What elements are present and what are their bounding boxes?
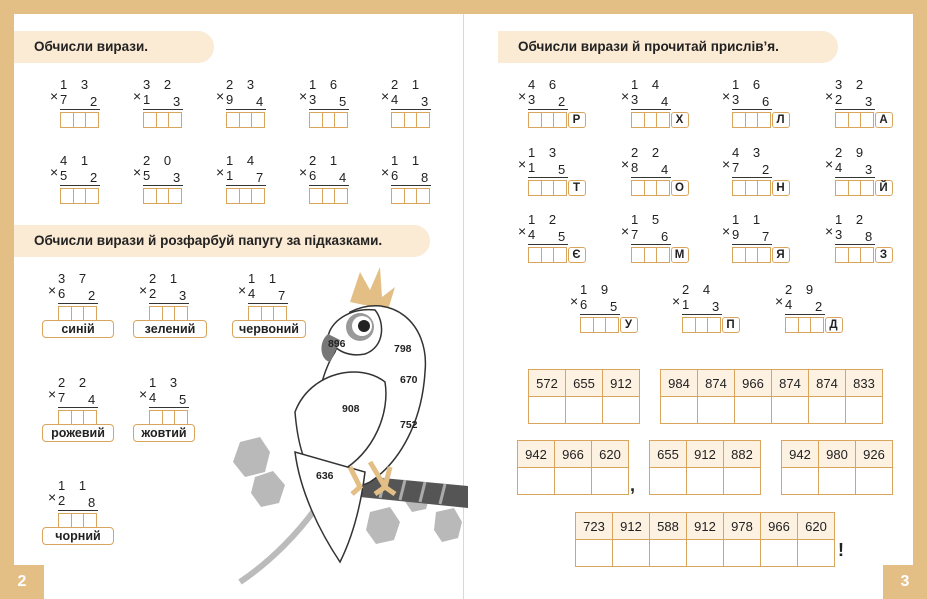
multiplicand: 2 3 9 xyxy=(226,77,260,107)
table-letter-cell[interactable] xyxy=(698,397,735,424)
letter-badge: Й xyxy=(875,180,893,196)
multiplicand: 1 3 7 xyxy=(60,77,94,107)
multiplier: 2 xyxy=(90,170,98,185)
multiplication-expression xyxy=(216,77,276,140)
underline xyxy=(835,177,875,178)
multiplier: 2 xyxy=(762,162,770,177)
letter-badge: Х xyxy=(671,112,689,128)
multiplication-expression xyxy=(50,77,110,140)
table-number-cell: 874 xyxy=(772,370,809,397)
comma: , xyxy=(630,475,636,495)
multiplier: 8 xyxy=(88,495,96,510)
multiplier: 4 xyxy=(661,94,669,109)
multiplicand: 1 6 3 xyxy=(309,77,343,107)
times-sign: × xyxy=(48,282,57,298)
times-sign: × xyxy=(518,156,527,172)
parrot-region-number: 670 xyxy=(400,374,418,386)
multiplication-expression xyxy=(621,77,684,140)
multiplier: 2 xyxy=(90,94,98,109)
table-number-cell: 966 xyxy=(555,441,592,468)
multiplier: 3 xyxy=(865,94,873,109)
multiplication-expression xyxy=(775,282,838,345)
table-letter-cell[interactable] xyxy=(856,468,893,495)
times-sign: × xyxy=(825,223,834,239)
answer-boxes[interactable] xyxy=(835,180,891,196)
table-letter-cell[interactable] xyxy=(566,397,603,424)
table-letter-cell[interactable] xyxy=(782,468,819,495)
table-number-cell: 723 xyxy=(576,513,613,540)
multiplier: 4 xyxy=(661,162,669,177)
parrot-illustration xyxy=(200,262,470,592)
underline xyxy=(785,314,825,315)
times-sign: × xyxy=(722,156,731,172)
times-sign: × xyxy=(133,164,142,180)
multiplication-expression xyxy=(722,145,785,208)
multiplier: 2 xyxy=(558,94,566,109)
table-letter-cell[interactable] xyxy=(518,468,555,495)
multiplicand: 4 3 7 xyxy=(732,145,766,175)
times-sign: × xyxy=(621,223,630,239)
proverb-word-table xyxy=(649,440,761,495)
letter-badge: М xyxy=(671,247,689,263)
table-number-cell: 966 xyxy=(761,513,798,540)
multiplicand: 4 1 5 xyxy=(60,153,94,183)
answer-boxes[interactable] xyxy=(60,188,98,204)
times-sign: × xyxy=(216,164,225,180)
times-sign: × xyxy=(381,88,390,104)
exclamation: ! xyxy=(838,540,844,560)
multiplier: 8 xyxy=(865,229,873,244)
underline xyxy=(732,177,772,178)
letter-badge: Л xyxy=(772,112,790,128)
times-sign: × xyxy=(299,164,308,180)
multiplication-expression xyxy=(299,153,359,216)
table-letter-cell[interactable] xyxy=(603,397,640,424)
multiplicand: 1 2 3 xyxy=(835,212,869,242)
multiplicand: 1 1 2 xyxy=(58,478,92,508)
answer-boxes[interactable] xyxy=(732,180,788,196)
task2-title: Обчисли вирази й розфарбуй папугу за підказками. xyxy=(14,225,430,257)
table-number-cell: 966 xyxy=(735,370,772,397)
table-letter-cell[interactable] xyxy=(592,468,629,495)
table-letter-cell[interactable] xyxy=(576,540,613,567)
multiplicand: 1 1 4 xyxy=(248,271,282,301)
times-sign: × xyxy=(139,386,148,402)
multiplicand: 2 2 7 xyxy=(58,375,92,405)
multiplicand: 2 1 2 xyxy=(149,271,183,301)
parrot-region-number: 636 xyxy=(316,470,334,482)
color-label: червоний xyxy=(232,320,306,338)
multiplication-expression xyxy=(50,153,110,216)
times-sign: × xyxy=(139,282,148,298)
page-number-left: 2 xyxy=(0,565,44,599)
answer-boxes[interactable] xyxy=(226,188,264,204)
table-letter-cell[interactable] xyxy=(735,397,772,424)
multiplier: 3 xyxy=(865,162,873,177)
answer-boxes[interactable] xyxy=(732,247,788,263)
underline xyxy=(58,407,98,408)
multiplier: 4 xyxy=(88,392,96,407)
times-sign: × xyxy=(238,282,247,298)
answer-boxes[interactable] xyxy=(785,317,841,333)
table-number-cell: 655 xyxy=(650,441,687,468)
underline xyxy=(580,314,620,315)
underline xyxy=(631,244,671,245)
table-letter-cell[interactable] xyxy=(555,468,592,495)
letter-badge: Д xyxy=(825,317,843,333)
times-sign: × xyxy=(518,88,527,104)
multiplicand: 2 0 5 xyxy=(143,153,177,183)
underline xyxy=(528,109,568,110)
multiplier: 4 xyxy=(339,170,347,185)
multiplier: 5 xyxy=(558,229,566,244)
underline xyxy=(835,109,875,110)
task1-title: Обчисли вирази. xyxy=(14,31,214,63)
underline xyxy=(149,303,189,304)
multiplier: 3 xyxy=(173,94,181,109)
multiplier: 6 xyxy=(762,94,770,109)
multiplier: 4 xyxy=(256,94,264,109)
multiplicand: 3 2 1 xyxy=(143,77,177,107)
underline xyxy=(60,109,100,110)
color-label: зелений xyxy=(133,320,207,338)
multiplier: 2 xyxy=(88,288,96,303)
proverb-word-table xyxy=(575,512,835,567)
multiplier: 6 xyxy=(661,229,669,244)
table-number-cell: 588 xyxy=(650,513,687,540)
table-number-cell: 984 xyxy=(661,370,698,397)
answer-boxes[interactable] xyxy=(143,188,181,204)
times-sign: × xyxy=(48,386,57,402)
underline xyxy=(309,185,349,186)
times-sign: × xyxy=(48,489,57,505)
times-sign: × xyxy=(381,164,390,180)
letter-badge: З xyxy=(875,247,893,263)
multiplication-expression xyxy=(825,145,888,208)
answer-boxes[interactable] xyxy=(528,112,584,128)
multiplicand: 1 6 3 xyxy=(732,77,766,107)
multiplier: 2 xyxy=(815,299,823,314)
times-sign: × xyxy=(50,88,59,104)
table-number-cell: 572 xyxy=(529,370,566,397)
proverb-word-table xyxy=(528,369,640,424)
table-number-cell: 942 xyxy=(782,441,819,468)
letter-badge: Я xyxy=(772,247,790,263)
answer-boxes[interactable] xyxy=(732,112,788,128)
multiplier: 7 xyxy=(256,170,264,185)
table-letter-cell[interactable] xyxy=(809,397,846,424)
table-number-cell: 926 xyxy=(856,441,893,468)
table-letter-cell[interactable] xyxy=(650,468,687,495)
multiplication-expression xyxy=(825,77,888,140)
table-letter-cell[interactable] xyxy=(761,540,798,567)
table-letter-cell[interactable] xyxy=(661,397,698,424)
multiplicand: 2 1 6 xyxy=(309,153,343,183)
times-sign: × xyxy=(775,293,784,309)
underline xyxy=(60,185,100,186)
times-sign: × xyxy=(722,88,731,104)
multiplicand: 2 2 8 xyxy=(631,145,665,175)
times-sign: × xyxy=(621,88,630,104)
color-label: жовтий xyxy=(133,424,195,442)
underline xyxy=(528,177,568,178)
underline xyxy=(309,109,349,110)
table-letter-cell[interactable] xyxy=(846,397,883,424)
letter-badge: Т xyxy=(568,180,586,196)
multiplication-expression xyxy=(381,77,441,140)
color-label: синій xyxy=(42,320,114,338)
multiplier: 5 xyxy=(339,94,347,109)
table-letter-cell[interactable] xyxy=(724,540,761,567)
times-sign: × xyxy=(570,293,579,309)
underline xyxy=(58,303,98,304)
letter-badge: О xyxy=(671,180,689,196)
multiplicand: 3 7 6 xyxy=(58,271,92,301)
underline xyxy=(682,314,722,315)
multiplicand: 1 5 7 xyxy=(631,212,665,242)
answer-boxes[interactable] xyxy=(631,180,687,196)
table-letter-cell[interactable] xyxy=(724,468,761,495)
underline xyxy=(631,109,671,110)
proverb-word-table xyxy=(517,440,629,495)
multiplication-expression xyxy=(518,145,581,208)
table-letter-cell[interactable] xyxy=(819,468,856,495)
multiplicand: 2 9 4 xyxy=(785,282,819,312)
answer-boxes[interactable] xyxy=(391,188,429,204)
multiplication-expression xyxy=(722,77,785,140)
underline xyxy=(391,185,431,186)
multiplier: 5 xyxy=(610,299,618,314)
table-number-cell: 980 xyxy=(819,441,856,468)
multiplier: 3 xyxy=(173,170,181,185)
multiplication-expression xyxy=(133,77,193,140)
multiplicand: 1 9 6 xyxy=(580,282,614,312)
times-sign: × xyxy=(825,156,834,172)
answer-boxes[interactable] xyxy=(528,247,584,263)
answer-boxes[interactable] xyxy=(835,112,891,128)
multiplicand: 1 1 6 xyxy=(391,153,425,183)
multiplicand: 3 2 2 xyxy=(835,77,869,107)
multiplication-expression xyxy=(299,77,359,140)
multiplier: 3 xyxy=(712,299,720,314)
multiplication-expression xyxy=(825,212,888,275)
multiplication-expression xyxy=(672,282,735,345)
multiplicand: 1 4 3 xyxy=(631,77,665,107)
multiplication-expression xyxy=(722,212,785,275)
answer-boxes[interactable] xyxy=(631,247,687,263)
underline xyxy=(528,244,568,245)
multiplication-expression xyxy=(216,153,276,216)
table-number-cell: 620 xyxy=(798,513,835,540)
underline xyxy=(143,185,183,186)
letter-badge: Є xyxy=(568,247,586,263)
multiplicand: 1 3 1 xyxy=(528,145,562,175)
underline xyxy=(226,109,266,110)
underline xyxy=(58,510,98,511)
multiplicand: 1 3 4 xyxy=(149,375,183,405)
letter-badge: У xyxy=(620,317,638,333)
times-sign: × xyxy=(216,88,225,104)
table-letter-cell[interactable] xyxy=(650,540,687,567)
answer-boxes[interactable] xyxy=(580,317,636,333)
letter-badge: Н xyxy=(772,180,790,196)
table-number-cell: 874 xyxy=(698,370,735,397)
multiplier: 7 xyxy=(278,288,286,303)
multiplier: 5 xyxy=(179,392,187,407)
multiplicand: 2 9 4 xyxy=(835,145,869,175)
answer-boxes[interactable] xyxy=(391,112,429,128)
multiplier: 8 xyxy=(421,170,429,185)
underline xyxy=(732,109,772,110)
multiplication-expression xyxy=(570,282,633,345)
table-letter-cell[interactable] xyxy=(529,397,566,424)
times-sign: × xyxy=(133,88,142,104)
task3-title: Обчисли вирази й прочитай прислів’я. xyxy=(498,31,838,63)
table-letter-cell[interactable] xyxy=(613,540,650,567)
multiplier: 7 xyxy=(762,229,770,244)
table-number-cell: 912 xyxy=(687,441,724,468)
table-number-cell: 833 xyxy=(846,370,883,397)
multiplication-expression xyxy=(381,153,441,216)
multiplicand: 1 4 1 xyxy=(226,153,260,183)
answer-boxes[interactable] xyxy=(682,317,738,333)
multiplicand: 1 1 9 xyxy=(732,212,766,242)
multiplication-expression xyxy=(133,153,193,216)
proverb-word-table xyxy=(660,369,883,424)
times-sign: × xyxy=(672,293,681,309)
multiplicand: 2 4 1 xyxy=(682,282,716,312)
letter-badge: П xyxy=(722,317,740,333)
times-sign: × xyxy=(825,88,834,104)
multiplication-expression xyxy=(518,212,581,275)
multiplier: 3 xyxy=(421,94,429,109)
times-sign: × xyxy=(50,164,59,180)
underline xyxy=(143,109,183,110)
multiplication-expression xyxy=(621,145,684,208)
answer-boxes[interactable] xyxy=(309,188,347,204)
times-sign: × xyxy=(722,223,731,239)
table-number-cell: 912 xyxy=(603,370,640,397)
underline xyxy=(631,177,671,178)
underline xyxy=(835,244,875,245)
table-number-cell: 882 xyxy=(724,441,761,468)
table-number-cell: 874 xyxy=(809,370,846,397)
parrot-region-number: 896 xyxy=(328,338,346,350)
answer-boxes[interactable] xyxy=(528,180,584,196)
underline xyxy=(149,407,189,408)
table-letter-cell[interactable] xyxy=(687,468,724,495)
answer-boxes[interactable] xyxy=(143,112,181,128)
parrot-region-number: 798 xyxy=(394,343,412,355)
underline xyxy=(226,185,266,186)
letter-badge: А xyxy=(875,112,893,128)
color-label: чорний xyxy=(42,527,114,545)
answer-boxes[interactable] xyxy=(60,112,98,128)
multiplier: 3 xyxy=(179,288,187,303)
answer-boxes[interactable] xyxy=(309,112,347,128)
table-number-cell: 942 xyxy=(518,441,555,468)
multiplicand: 4 6 3 xyxy=(528,77,562,107)
answer-boxes[interactable] xyxy=(835,247,891,263)
answer-boxes[interactable] xyxy=(631,112,687,128)
multiplicand: 1 2 4 xyxy=(528,212,562,242)
underline xyxy=(732,244,772,245)
color-label: рожевий xyxy=(42,424,114,442)
table-letter-cell[interactable] xyxy=(772,397,809,424)
table-letter-cell[interactable] xyxy=(798,540,835,567)
parrot-region-number: 752 xyxy=(400,419,418,431)
table-number-cell: 912 xyxy=(613,513,650,540)
table-number-cell: 620 xyxy=(592,441,629,468)
times-sign: × xyxy=(518,223,527,239)
parrot-region-number: 908 xyxy=(342,403,360,415)
multiplication-expression xyxy=(621,212,685,275)
table-number-cell: 912 xyxy=(687,513,724,540)
table-number-cell: 978 xyxy=(724,513,761,540)
underline xyxy=(391,109,431,110)
page-number-right: 3 xyxy=(883,565,927,599)
times-sign: × xyxy=(299,88,308,104)
multiplier: 5 xyxy=(558,162,566,177)
answer-boxes[interactable] xyxy=(226,112,264,128)
times-sign: × xyxy=(621,156,630,172)
multiplication-expression xyxy=(518,77,581,140)
letter-badge: Р xyxy=(568,112,586,128)
multiplicand: 2 1 4 xyxy=(391,77,425,107)
table-letter-cell[interactable] xyxy=(687,540,724,567)
table-number-cell: 655 xyxy=(566,370,603,397)
proverb-word-table xyxy=(781,440,893,495)
